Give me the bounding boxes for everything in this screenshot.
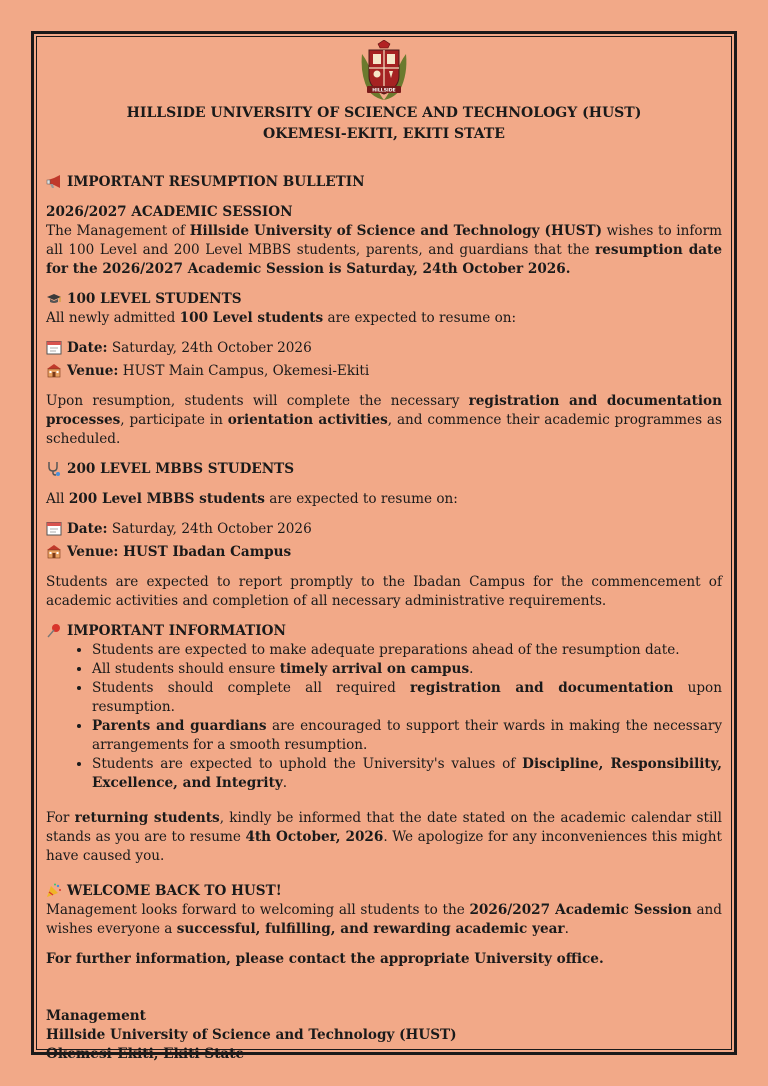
megaphone-icon <box>46 175 62 189</box>
level100-venue: Venue: HUST Main Campus, Okemesi-Ekiti <box>46 362 722 381</box>
school-icon <box>46 544 62 559</box>
university-name: HILLSIDE UNIVERSITY OF SCIENCE AND TECHNOLOGY (HUST) <box>126 105 642 121</box>
calendar-icon <box>46 340 62 355</box>
returning-paragraph: For returning students, kindly be informed that the date stated on the academic calendar still stands as you are to resume 4th October, 2026. We apologize for any inconveniences this might have caused you. <box>46 810 722 864</box>
level100-heading: 100 LEVEL STUDENTS <box>46 290 722 309</box>
svg-text:HILLSIDE: HILLSIDE <box>372 88 396 94</box>
stethoscope-icon <box>46 461 62 476</box>
level200-paragraph: Students are expected to report promptly to the Ibadan Campus for the commencement of academic activities and completion of all necessary administrative requirements. <box>46 574 722 609</box>
level100-intro: All newly admitted 100 Level students are expected to resume on: <box>46 310 517 326</box>
session-heading: 2026/2027 ACADEMIC SESSION <box>46 204 293 220</box>
pushpin-icon <box>46 623 62 638</box>
signature-line: Hillside University of Science and Technology (HUST) <box>46 1027 457 1043</box>
calendar-icon <box>46 521 62 536</box>
university-location: OKEMESI-EKITI, EKITI STATE <box>263 126 505 142</box>
list-item: • Parents and guardians are encouraged to support their wards in making the necessary arrangements for a smooth resumption. <box>92 717 722 755</box>
info-list <box>46 641 722 793</box>
welcome-heading: WELCOME BACK TO HUST! <box>46 882 722 901</box>
signature-block <box>46 1007 722 1064</box>
list-item: • Students are expected to uphold the University's values of Discipline, Responsibility, Excellence, and Integrity. <box>92 755 722 793</box>
party-popper-icon <box>46 883 62 898</box>
signature-line: Okemesi-Ekiti, Ekiti State <box>46 1046 245 1062</box>
graduation-cap-icon <box>46 292 62 306</box>
level200-date: Date: Saturday, 24th October 2026 <box>46 520 722 539</box>
info-heading: IMPORTANT INFORMATION <box>46 622 722 641</box>
signature-line: Management <box>46 1008 146 1024</box>
level200-venue: Venue: HUST Ibadan Campus <box>46 543 722 562</box>
university-crest-logo <box>356 40 412 102</box>
list-item: • All students should ensure timely arrival on campus. <box>92 660 722 679</box>
bulletin-document <box>46 40 722 1064</box>
school-icon <box>46 363 62 378</box>
level100-date: Date: Saturday, 24th October 2026 <box>46 339 722 358</box>
welcome-paragraph: Management looks forward to welcoming all students to the 2026/2027 Academic Session and wishes everyone a successful, fulfilling, and rewarding academic year. <box>46 902 723 937</box>
session-paragraph: The Management of Hillside University of Science and Technology (HUST) wishes to inform all 100 Level and 200 Level MBBS students, parents, and guardians that the resumption date for the 2026/2027 Academic Session is Saturday, 24th October 2026. <box>46 223 722 277</box>
list-item: • Students should complete all required registration and documentation upon resumption. <box>92 679 722 717</box>
level200-intro: All 200 Level MBBS students are expected to resume on: <box>46 491 458 507</box>
level100-paragraph: Upon resumption, students will complete the necessary registration and documentation processes, participate in orientation activities, and commence their academic programmes as scheduled. <box>46 393 722 447</box>
bulletin-heading: IMPORTANT RESUMPTION BULLETIN <box>46 173 722 192</box>
contact-note: For further information, please contact the appropriate University office. <box>46 951 604 967</box>
list-item: • Students are expected to make adequate preparations ahead of the resumption date. <box>92 641 722 660</box>
level200-heading: 200 LEVEL MBBS STUDENTS <box>46 460 722 479</box>
